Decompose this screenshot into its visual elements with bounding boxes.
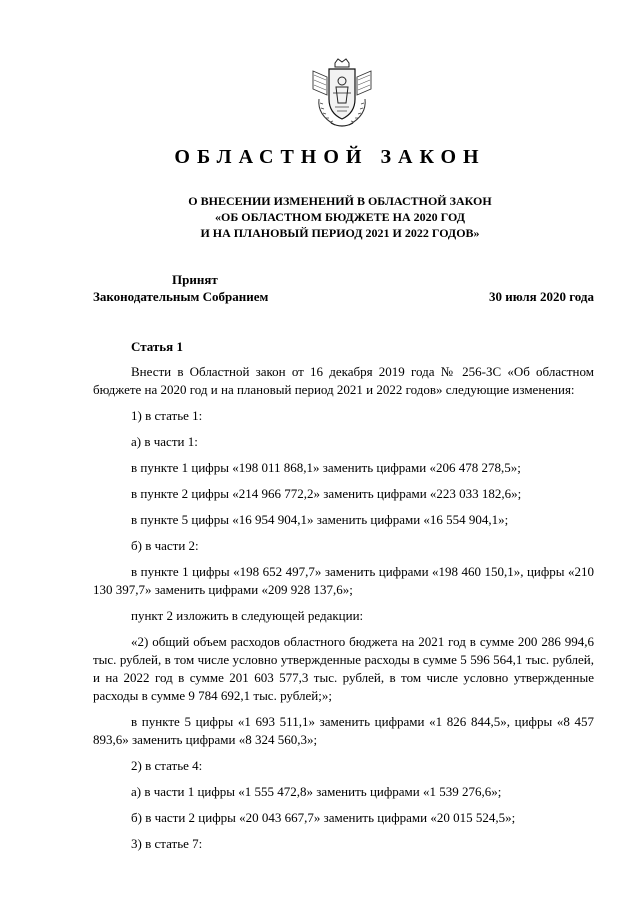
article-body: [93, 363, 594, 861]
law-subtitle: [80, 193, 600, 241]
paragraph: 2) в статье 4:: [131, 758, 203, 773]
paragraph: 3) в статье 7:: [131, 836, 203, 851]
paragraph: а) в части 1 цифры «1 555 472,8» заменить цифрами «1 539 276,6»;: [131, 784, 502, 799]
paragraph: пункт 2 изложить в следующей редакции:: [131, 608, 364, 623]
subtitle-line: И НА ПЛАНОВЫЙ ПЕРИОД 2021 И 2022 ГОДОВ»: [200, 226, 480, 240]
paragraph: б) в части 2:: [131, 538, 199, 553]
adopted-by: Законодательным Собранием: [93, 289, 269, 304]
paragraph: 1) в статье 1:: [131, 408, 203, 423]
paragraph: в пункте 1 цифры «198 011 868,1» заменить цифрами «206 478 278,5»;: [131, 460, 521, 475]
paragraph: в пункте 1 цифры «198 652 497,7» заменить цифрами «198 460 150,1», цифры «210 130 397,7» заменить цифрами «209 928 137,6»;: [93, 564, 594, 597]
subtitle-line: «ОБ ОБЛАСТНОМ БЮДЖЕТЕ НА 2020 ГОД: [215, 210, 465, 224]
paragraph: б) в части 2 цифры «20 043 667,7» заменить цифрами «20 015 524,5»;: [131, 810, 516, 825]
paragraph: «2) общий объем расходов областного бюджета на 2021 год в сумме 200 286 994,6 тыс. рублей, в том числе условно утвержденные расходы в сумме 5 596 564,1 тыс. рублей, и на 2022 год в сумме 201 603 577,3 тыс. рублей, в том числе условно утвержденные расходы в сумме 9 784 692,1 тыс. рублей;»;: [93, 634, 594, 703]
paragraph: в пункте 5 цифры «1 693 511,1» заменить цифрами «1 826 844,5», цифры «8 457 893,6» заменить цифрами «8 324 560,3»;: [93, 714, 594, 747]
paragraph: а) в части 1:: [131, 434, 198, 449]
adopted-label: Принят: [172, 272, 218, 287]
subtitle-line: О ВНЕСЕНИИ ИЗМЕНЕНИЙ В ОБЛАСТНОЙ ЗАКОН: [188, 194, 492, 208]
paragraph: в пункте 5 цифры «16 954 904,1» заменить цифрами «16 554 904,1»;: [131, 512, 509, 527]
adopted-date: 30 июля 2020 года: [489, 289, 594, 304]
paragraph: в пункте 2 цифры «214 966 772,2» заменить цифрами «223 033 182,6»;: [131, 486, 522, 501]
article-title: Статья 1: [131, 339, 183, 354]
paragraph: Внести в Областной закон от 16 декабря 2019 года № 256-ЗС «Об областном бюджете на 2020 год и на плановый период 2021 и 2022 годов» следующие изменения:: [93, 364, 594, 397]
law-title: ОБЛАСТНОЙ ЗАКОН: [174, 146, 486, 168]
coat-of-arms-icon: [305, 57, 379, 131]
